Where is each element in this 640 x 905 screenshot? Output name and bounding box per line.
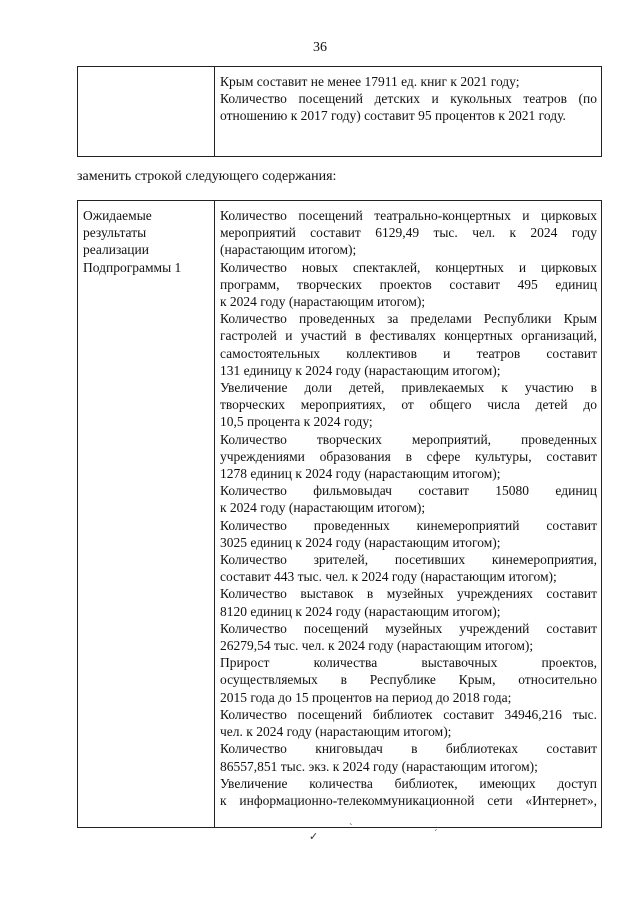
scan-mark: ˊ (434, 828, 438, 840)
text-line: отношению к 2017 году) составит 95 процентов к 2021 году. (220, 108, 566, 124)
text-line: Количество выставок в музейных учреждениях составит (220, 586, 597, 602)
scan-mark: ˋ (349, 822, 353, 834)
text-line: 26279,54 тыс. чел. к 2024 году (нарастающим итогом); (220, 638, 534, 654)
text-line: Количество зрителей, посетивших кинемероприятия, (220, 552, 597, 568)
text-line: самостоятельных коллективов и театров составит (220, 345, 597, 361)
text-line: Количество новых спектаклей, концертных и цирковых (220, 259, 597, 275)
text-line: мероприятий составит 6129,49 тыс. чел. к 2024 году (220, 225, 597, 241)
left-label-line: Подпрограммы 1 (83, 259, 182, 275)
text-line: чел. к 2024 году (нарастающим итогом); (220, 724, 452, 740)
table-left-cell (78, 201, 215, 828)
text-line: Прирост количества выставочных проектов, (220, 655, 597, 671)
text-line: Количество фильмовыдач составит 15080 единиц (220, 483, 597, 499)
text-line: Увеличение доли детей, привлекаемых к участию в (220, 380, 597, 396)
text-line: Количество проведенных кинемероприятий составит (220, 517, 597, 533)
text-line: 86557,851 тыс. экз. к 2024 году (нарастающим итогом); (220, 758, 538, 774)
text-line: осуществляемых в Республике Крым, относительно (220, 672, 597, 688)
left-label-line: Ожидаемые (83, 208, 152, 223)
text-line: Количество творческих мероприятий, проведенных (220, 431, 597, 447)
text-line: творческих мероприятиях, от общего числа детей до (220, 397, 597, 413)
text-line: 131 единицу к 2024 году (нарастающим итогом); (220, 362, 501, 378)
text-line: к 2024 году (нарастающим итогом); (220, 500, 426, 516)
text-line: Количество посещений театрально-концертных и цирковых (220, 208, 597, 223)
text-line: Количество проведенных за пределами Республики Крым (220, 311, 597, 327)
text-line: 2015 года до 15 процентов на период до 2018 года; (220, 689, 512, 705)
left-label-line: реализации (83, 242, 149, 258)
text-line: 1278 единиц к 2024 году (нарастающим итогом); (220, 466, 501, 482)
table-replacement (77, 200, 602, 828)
intro-sentence: заменить строкой следующего содержания: (77, 169, 337, 184)
text-line: Увеличение количества библиотек, имеющих доступ (220, 775, 597, 791)
table-row (78, 67, 602, 157)
text-line: Количество посещений детских и кукольных театров (по (220, 91, 597, 107)
table-row (78, 201, 602, 828)
scan-mark: ✓ (309, 831, 319, 843)
text-line: Крым составит не менее 17911 ед. книг к 2021 году; (220, 74, 520, 89)
text-line: 3025 единиц к 2024 году (нарастающим итогом); (220, 534, 501, 550)
text-line: Количество книговыдач в библиотеках составит (220, 741, 597, 757)
text-line: гастролей и участий в фестивалях концертных организаций, (220, 328, 597, 344)
text-line: к 2024 году (нарастающим итогом); (220, 294, 426, 310)
table-right-cell (215, 67, 602, 157)
text-line: составит 443 тыс. чел. к 2024 году (нарастающим итогом); (220, 569, 557, 585)
table-left-cell (78, 67, 215, 157)
text-line: к информационно-телекоммуникационной сети «Интернет», (220, 792, 597, 808)
left-label-line: результаты (83, 225, 147, 241)
text-line: Количество посещений библиотек составит 34946,216 тыс. (220, 706, 597, 722)
text-line: 10,5 процента к 2024 году; (220, 414, 373, 430)
page-number: 36 (313, 40, 327, 55)
table-right-cell (215, 201, 602, 828)
text-line: Количество посещений музейных учреждений составит (220, 620, 597, 636)
text-line: (нарастающим итогом); (220, 242, 357, 258)
table-top-fragment (77, 66, 602, 157)
text-line: 8120 единиц к 2024 году (нарастающим итогом); (220, 603, 501, 619)
text-line: программ, творческих проектов составит 495 единиц (220, 276, 597, 292)
text-line: учреждениями образования в сфере культуры, составит (220, 448, 597, 464)
